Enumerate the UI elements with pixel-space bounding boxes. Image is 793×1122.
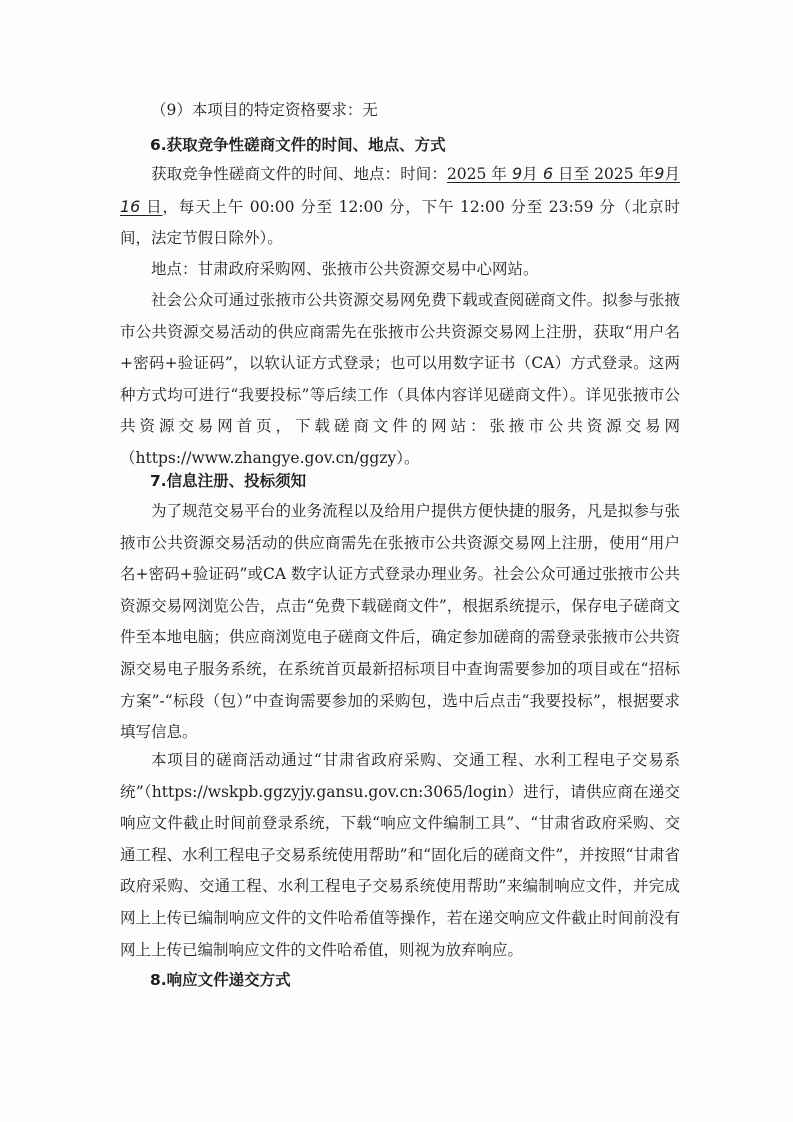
end-month-handwritten: 9 xyxy=(654,164,665,183)
section-6-time xyxy=(120,158,680,255)
item-9-special-qualification: （9）本项目的特定资格要求：无 xyxy=(151,101,378,119)
section-6-heading: 6.获取竞争性磋商文件的时间、地点、方式 xyxy=(150,136,446,154)
section-7-paragraph-2: 本项目的磋商活动通过“甘肃省政府采购、交通工程、水利工程电子交易系统”（https://wskpb.ggzyjy.gansu.gov.cn:3065/login）进行，请供应商在递交响应文件截止时间前登录系统，下载“响应文件编制工具”、“甘肃省政府采购、交通工程、水利工程电子交易系统使用帮助”和“固化后的磋商文件”，并按照“甘肃省政府采购、交通工程、水利工程电子交易系统使用帮助”来编制响应文件，并完成网上上传已编制响应文件的文件哈希值等操作，若在递交响应文件截止时间前没有网上上传已编制响应文件的文件哈希值，则视为放弃响应。 xyxy=(120,751,680,959)
section-6-public-access: 社会公众可通过张掖市公共资源交易网免费下载或查阅磋商文件。拟参与张掖市公共资源交易活动的供应商需先在张掖市公共资源交易网上注册，获取“用户名+密码+验证码”，以软认证方式登录；也可以用数字证书（CA）方式登录。这两种方式均可进行“我要投标”等后续工作（具体内容详见磋商文件）。详见张掖市公共资源交易网首页，下载磋商文件的网站：张掖市公共资源交易网（https://www.zhangye.gov.cn/ggzy）。 xyxy=(120,291,680,467)
start-year: 2025 xyxy=(446,165,487,183)
end-day-handwritten: 16 xyxy=(120,196,141,216)
section-6-location: 地点：甘肃政府采购网、张掖市公共资源交易中心网站。 xyxy=(151,260,539,278)
time-suffix: ，每天上午 00:00 分至 12:00 分，下午 12:00 分至 23:59 分（北京时间，法定节假日除外）。 xyxy=(120,197,681,248)
start-day-handwritten: 6 xyxy=(542,164,554,183)
section-7-paragraph-1: 为了规范交易平台的业务流程以及给用户提供方便快捷的服务，凡是拟参与张掖市公共资源交易活动的供应商需先在张掖市公共资源交易网上注册，使用“用户名+密码+验证码”或CA 数字认证方式登录办理业务。社会公众可通过张掖市公共资源交易网浏览公告，点击“免费下载磋商文件”，根据系统提示，保存电子磋商文件至本地电脑；供应商浏览电子磋商文件后，确定参加磋商的需登录张掖市公共资源交易电子服务系统，在系统首页最新招标项目中查询需要参加的项目或在“招标方案”-“标段（包）”中查询需要参加的采购包，选中后点击“我要投标”，根据要求填写信息。 xyxy=(120,502,680,742)
time-prefix: 获取竞争性磋商文件的时间、地点：时间： xyxy=(151,165,447,183)
section-8-heading: 8.响应文件递交方式 xyxy=(150,971,291,989)
time-range: 2025 年 9月 6 日至 2025 年9月16 日 xyxy=(120,164,680,216)
end-year: 2025 xyxy=(594,165,634,183)
start-month-handwritten: 9 xyxy=(511,164,523,183)
section-7-heading: 7.信息注册、投标须知 xyxy=(150,472,307,490)
